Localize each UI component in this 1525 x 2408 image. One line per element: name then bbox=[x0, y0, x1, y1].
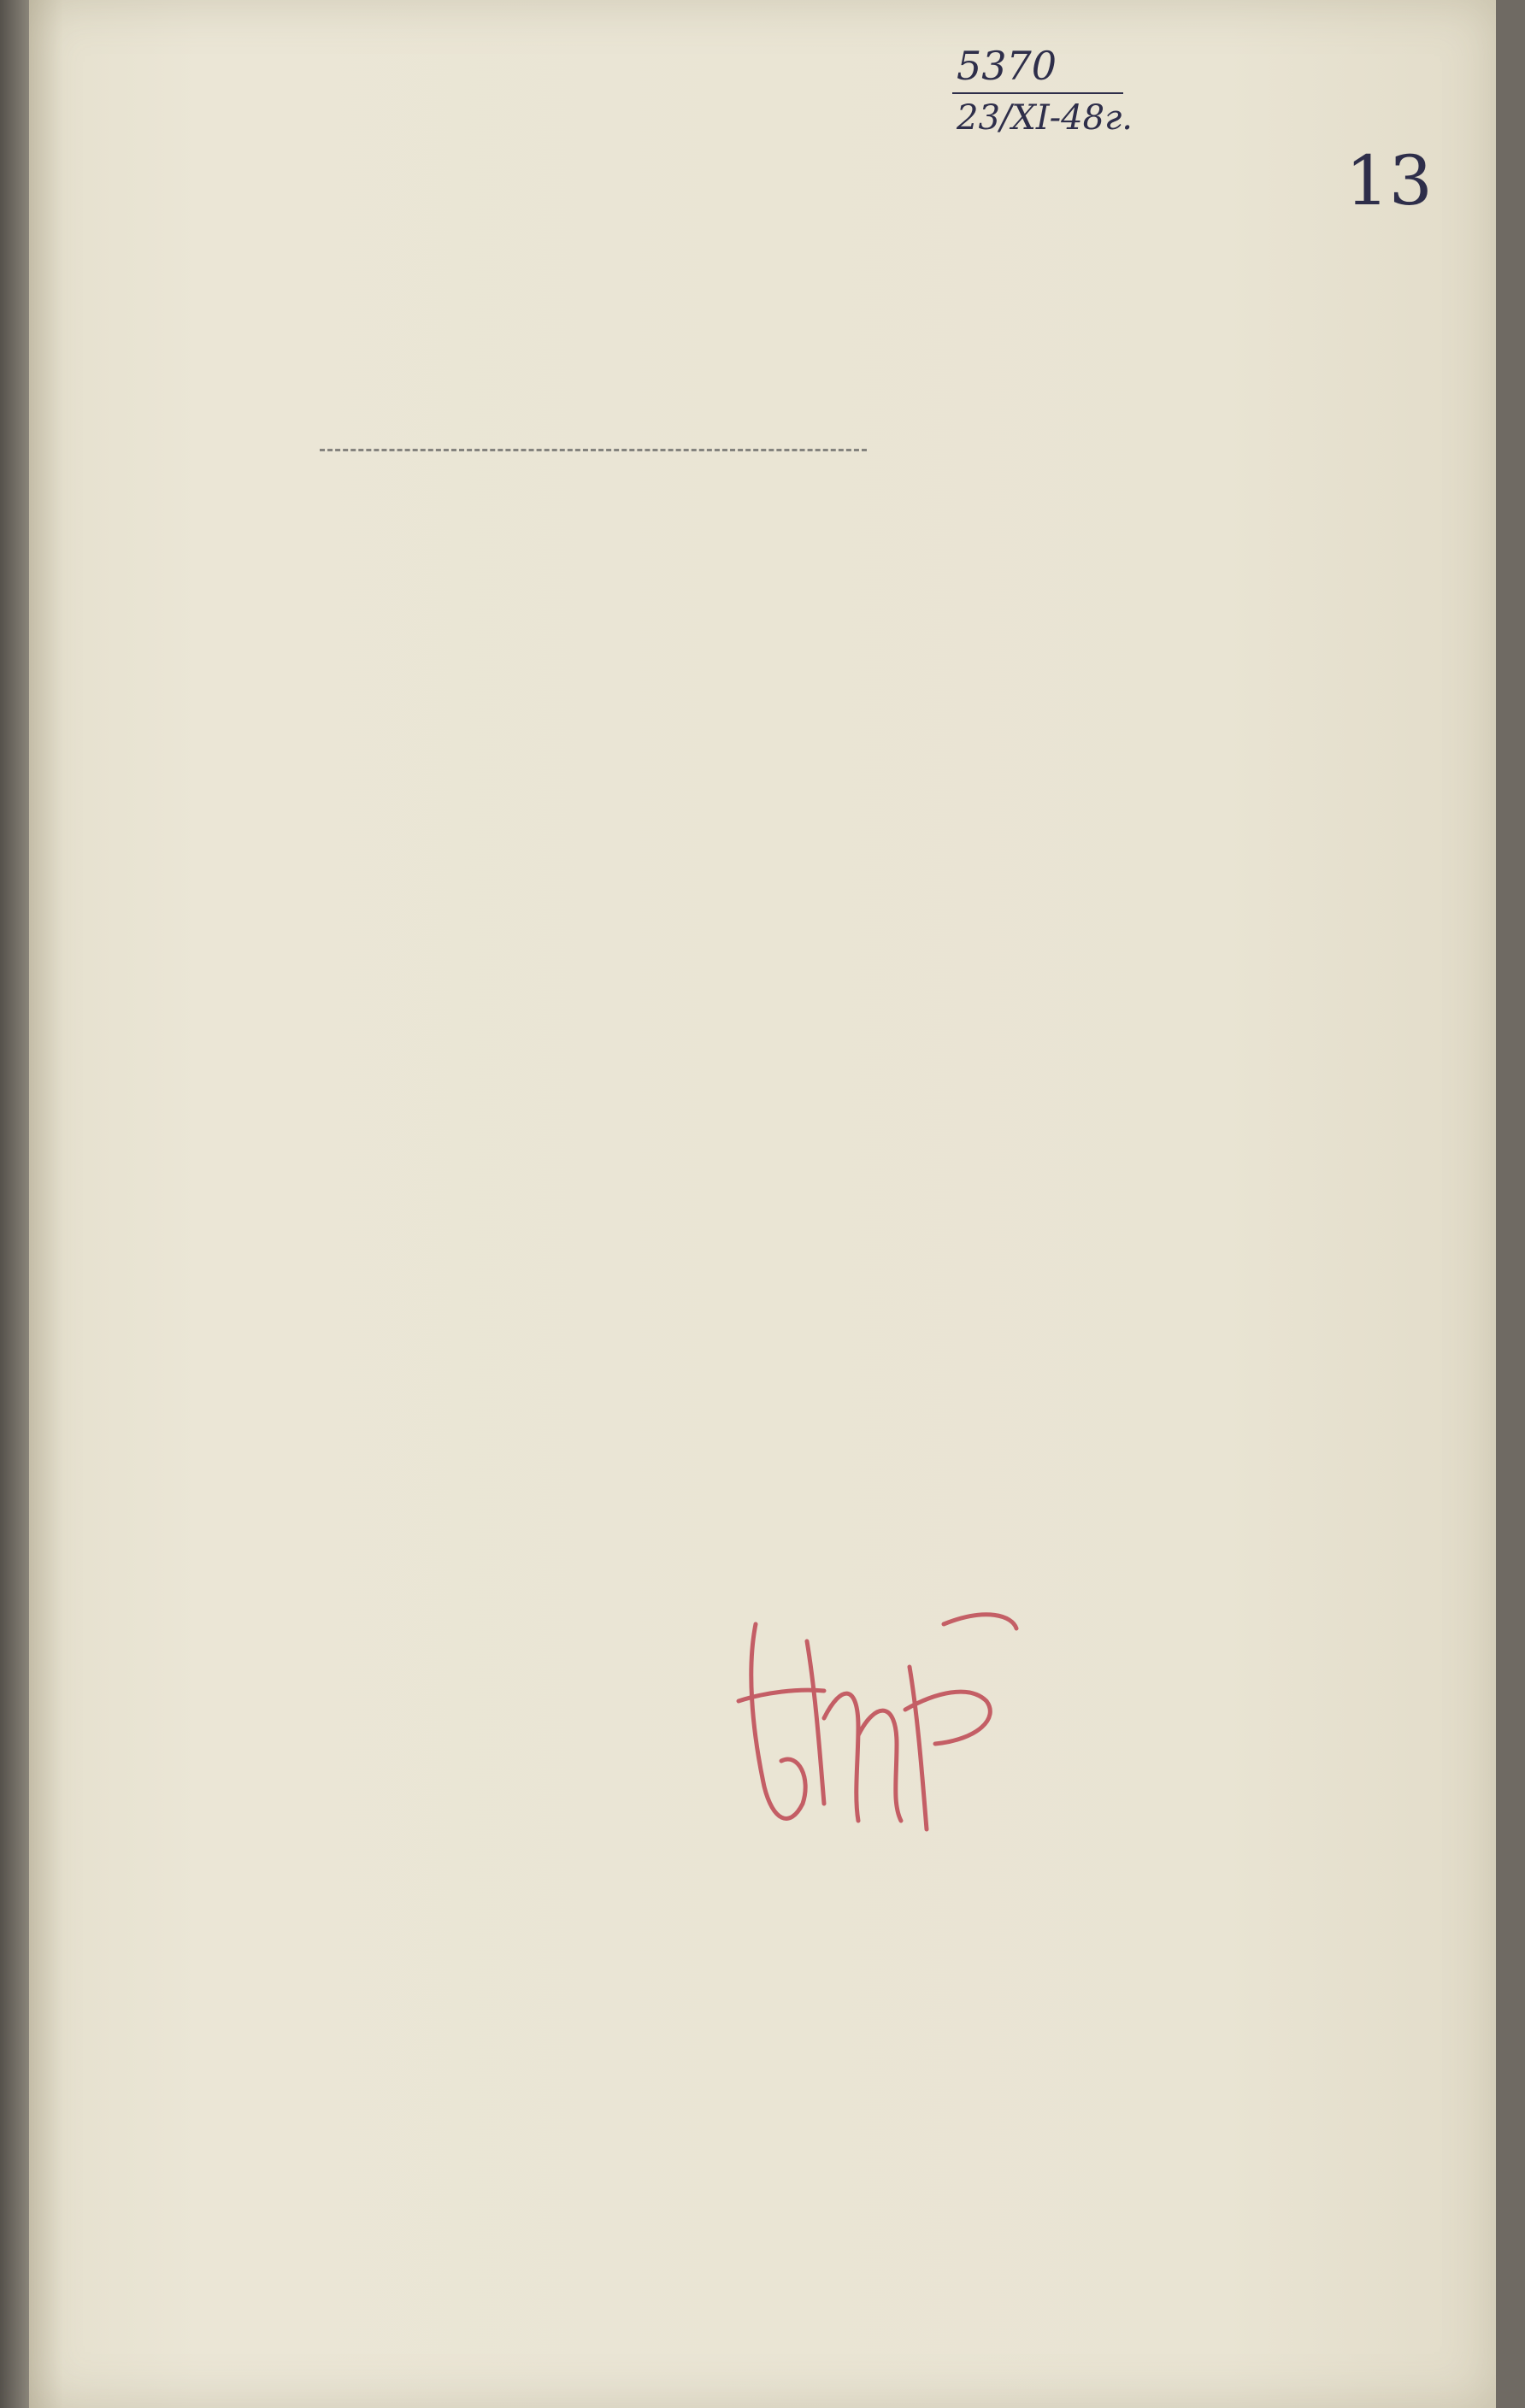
subject-underline bbox=[320, 449, 867, 451]
binding-edge bbox=[0, 0, 29, 2408]
sheet-number: 13 bbox=[1345, 141, 1433, 221]
document-page bbox=[29, 0, 1496, 2408]
archive-number-underline bbox=[952, 92, 1123, 94]
archive-date: 23/XI-48г. bbox=[957, 98, 1133, 138]
archive-number: 5370 bbox=[957, 43, 1057, 89]
handwritten-signature bbox=[730, 1590, 1021, 1863]
